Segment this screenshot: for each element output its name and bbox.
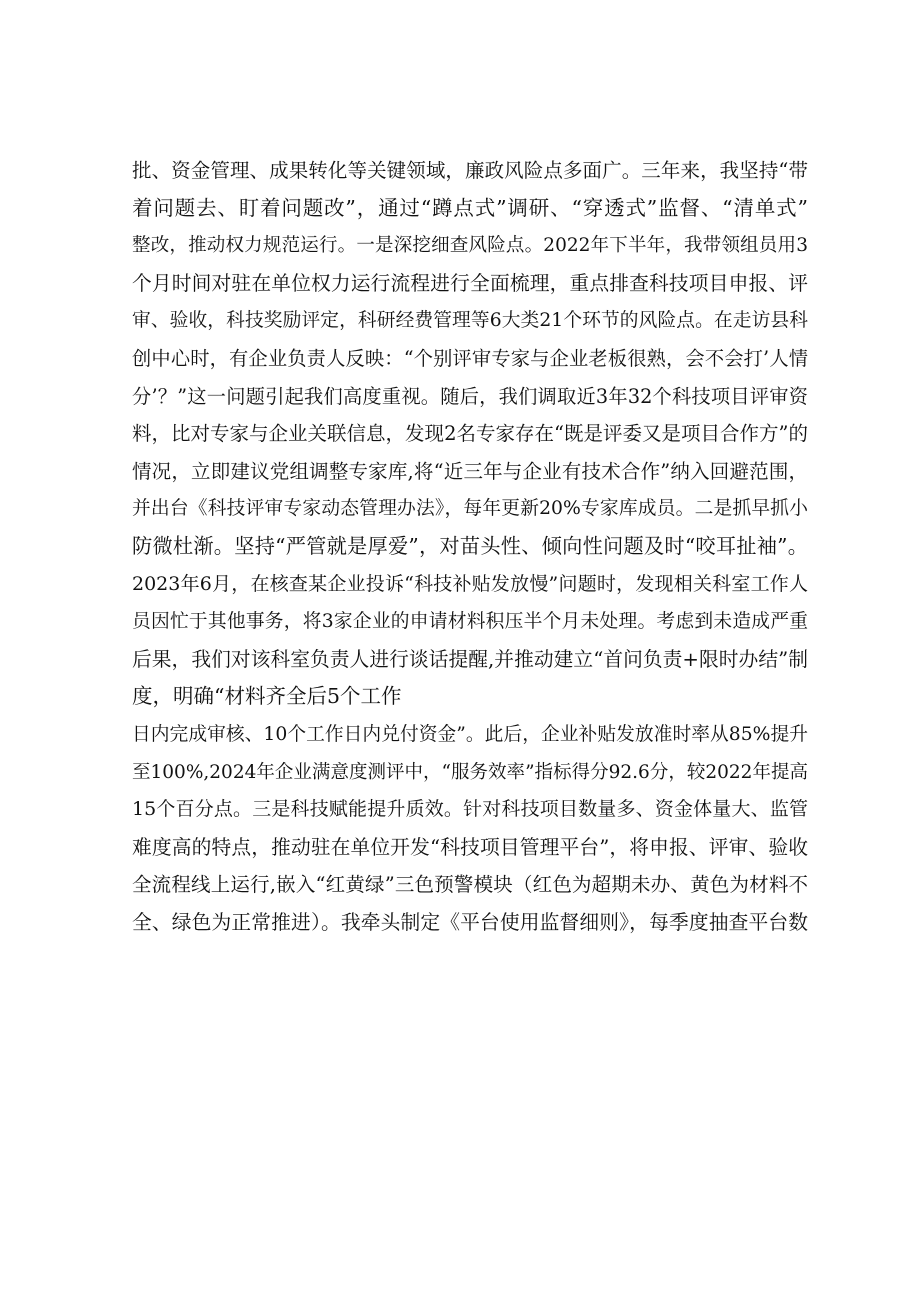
text-line: 15个百分点。三是科技赋能提升质效。针对科技项目数量多、资金体量大、监管 (132, 798, 808, 821)
text-line: 并出台《科技评审专家动态管理办法》，每年更新20%专家库成员。二是抓早抓小 (132, 498, 808, 520)
text-line: 个月时间对驻在单位权力运行流程进行全面梳理，重点排查科技项目申报、评 (132, 271, 808, 295)
text-line: 着问题去、盯着问题改”，通过“蹲点式”调研、“穿透式”监督、“清单式” (132, 195, 808, 220)
body-paragraph (132, 152, 808, 941)
text-line: 全流程线上运行,嵌入“红黄绿”三色预警模块（红色为超期未办、黄色为材料不 (132, 873, 808, 897)
text-line: 后果，我们对该科室负责人进行谈话提醒,并推动建立“首问负责+限时办结”制 (132, 647, 808, 671)
text-line: 日内完成审核、10个工作日内兑付资金”。此后，企业补贴发放准时率从85%提升 (132, 723, 808, 745)
text-line: 度，明确“材料齐全后5个工作 (132, 684, 402, 709)
text-line: 2023年6月，在核查某企业投诉“科技补贴发放慢”问题时，发现相关科室工作人 (132, 572, 808, 595)
text-line: 难度高的特点，推动驻在单位开发“科技项目管理平台”，将申报、评审、验收 (132, 835, 808, 859)
text-line: 至100%,2024年企业满意度测评中，“服务效率”指标得分92.6分，较2022年提高 (132, 761, 808, 783)
text-line: 审、验收，科技奖励评定，科研经费管理等6大类21个环节的风险点。在走访县科 (132, 310, 808, 332)
text-line: 防微杜渐。坚持“严管就是厚爱”，对苗头性、倾向性问题及时“咬耳扯袖”。 (132, 533, 808, 558)
text-line: 料，比对专家与企业关联信息，发现2名专家存在“既是评委又是项目合作方”的 (132, 422, 808, 446)
text-line: 员因忙于其他事务，将3家企业的申请材料积压半个月未处理。考虑到未造成严重 (132, 611, 808, 633)
text-line: 创中心时，有企业负责人反映：“个别评审专家与企业老板很熟，会不会打’人情 (132, 346, 808, 370)
text-line: 整改，推动权力规范运行。一是深挖细查风险点。2022年下半年，我带领组员用3 (132, 235, 808, 257)
text-line: 批、资金管理、成果转化等关键领域，廉政风险点多面广。三年来，我坚持“带 (132, 159, 808, 182)
text-line: 情况，立即建议党组调整专家库,将“近三年与企业有技术合作”纳入回避范围， (132, 459, 808, 483)
text-line: 全、绿色为正常推进）。我牵头制定《平台使用监督细则》，每季度抽查平台数 (132, 910, 808, 934)
text-line: 分’？”这一问题引起我们高度重视。随后，我们调取近3年32个科技项目评审资 (132, 384, 808, 408)
